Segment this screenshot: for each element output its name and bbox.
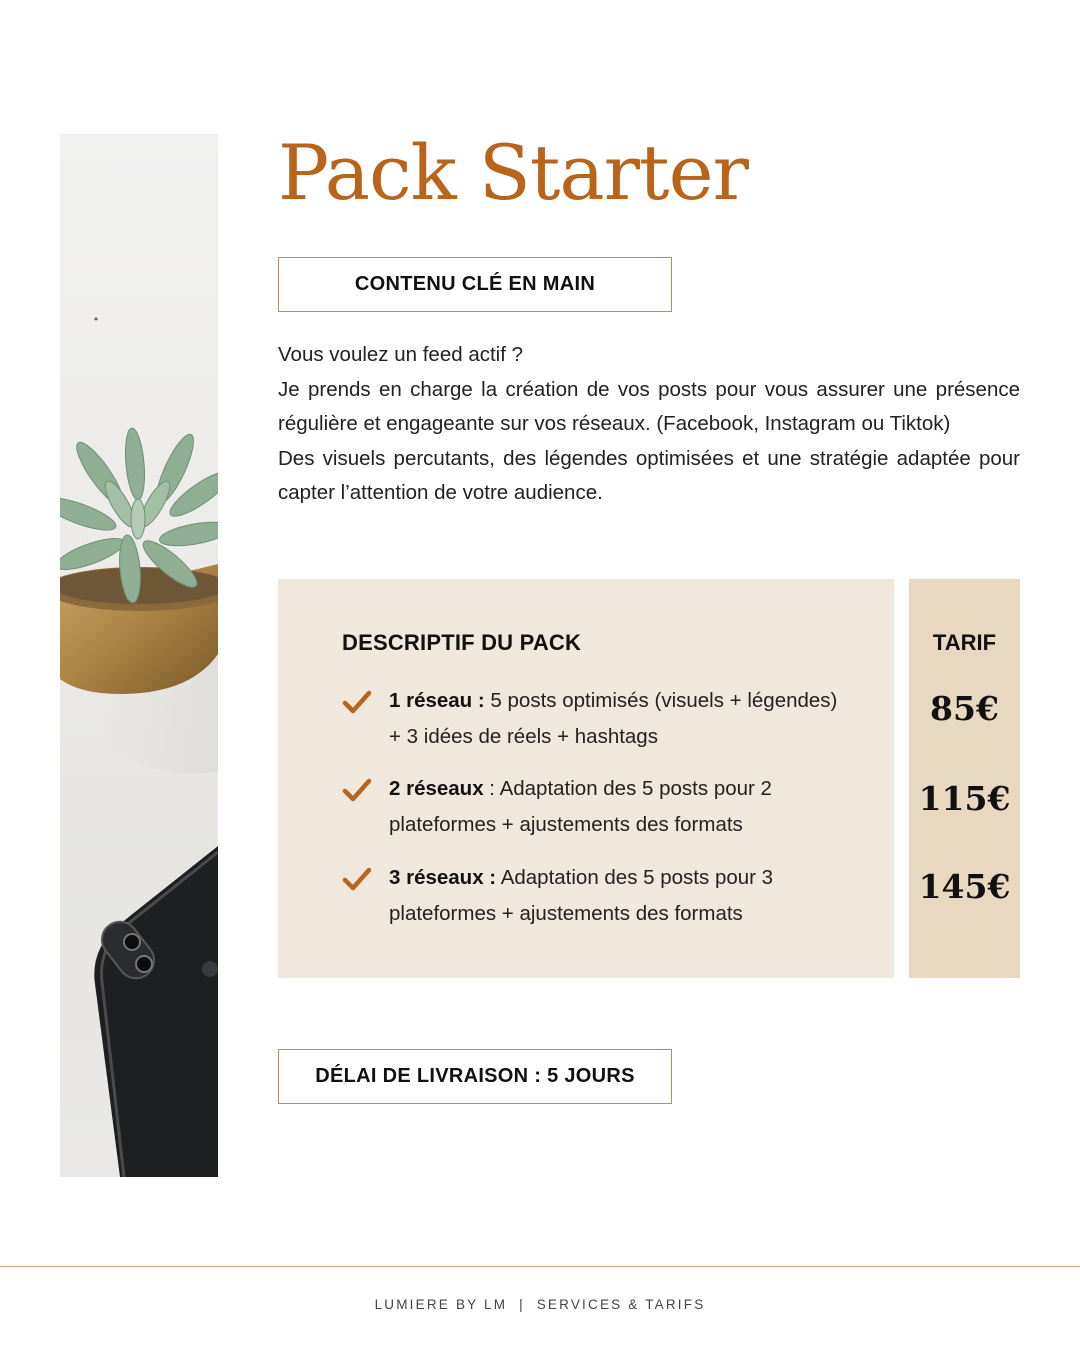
price-2-reseaux: 115€ bbox=[918, 779, 1011, 818]
intro-line: Vous voulez un feed actif ? bbox=[278, 343, 524, 366]
intro-line: Je prends en charge la création de vos posts pour vous assurer une présence régulière et engageante sur vos réseaux. (Facebook, Instagram ou Tiktok) bbox=[278, 377, 1020, 435]
tarif-title: TARIF bbox=[932, 630, 997, 655]
decorative-photo bbox=[60, 134, 218, 1177]
list-item-label: 1 réseau : bbox=[389, 689, 485, 712]
list-item-text bbox=[389, 683, 849, 754]
checkmark-icon bbox=[342, 866, 372, 892]
intro-line: Des visuels percutants, des légendes optimisées et une stratégie adaptée pour capter l’attention de votre audience. bbox=[278, 446, 1020, 504]
checkmark-icon bbox=[342, 777, 372, 803]
price-1-reseau: 85€ bbox=[930, 689, 999, 728]
page-title: Pack Starter bbox=[278, 128, 748, 217]
tarif-panel bbox=[909, 579, 1020, 978]
intro-text bbox=[278, 338, 1020, 511]
list-item-label: 3 réseaux : bbox=[389, 866, 497, 889]
checkmark-icon bbox=[342, 689, 372, 715]
list-item-description: Adaptation des 5 posts pour 3 plateformes + ajustements des formats bbox=[389, 866, 774, 925]
footer-divider bbox=[0, 1266, 1080, 1267]
list-item-text bbox=[389, 860, 849, 931]
service-tag: CONTENU CLÉ EN MAIN bbox=[278, 257, 672, 312]
list-item-description: : Adaptation des 5 posts pour 2 plateformes + ajustements des formats bbox=[389, 777, 772, 836]
descriptif-panel bbox=[278, 579, 894, 978]
list-item-text bbox=[389, 771, 849, 842]
footer-text: LUMIERE BY LM | SERVICES & TARIFS bbox=[374, 1297, 706, 1312]
descriptif-title: DESCRIPTIF DU PACK bbox=[342, 630, 582, 655]
price-3-reseaux: 145€ bbox=[918, 867, 1011, 906]
list-item-description: 5 posts optimisés (visuels + légendes) + 3 idées de réels + hashtags bbox=[389, 689, 838, 748]
succulent-phone-illustration bbox=[60, 134, 218, 1177]
delivery-delay-tag: DÉLAI DE LIVRAISON : 5 JOURS bbox=[278, 1049, 672, 1104]
list-item-label: 2 réseaux bbox=[389, 777, 484, 800]
